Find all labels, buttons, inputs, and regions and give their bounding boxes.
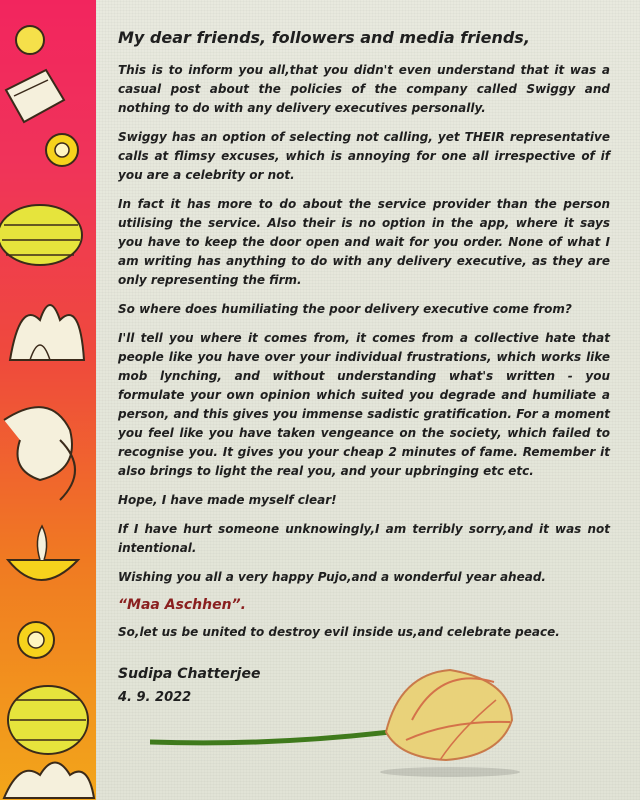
book-icon (6, 26, 64, 122)
paragraph: So where does humiliating the poor delivery executive come from? (118, 302, 572, 316)
greeting: My dear friends, followers and media friends, (118, 28, 530, 47)
paragraph: This is to inform you all,that you didn't even understand that it was a casual post about the policies of the company called Swiggy and nothing to do with any delivery executives personally. (118, 63, 610, 115)
lotus-bud-icon (150, 660, 550, 780)
drum-icon (0, 205, 82, 265)
lamp-icon (8, 526, 78, 580)
decorative-border (0, 0, 96, 800)
paragraph: If I have hurt someone unknowingly,I am terribly sorry,and it was not intentional. (118, 522, 610, 555)
folk-art-motifs (0, 0, 96, 800)
lotus-icon (4, 763, 94, 799)
sun-icon (46, 134, 78, 166)
letter-body (118, 28, 610, 705)
signature: Sudipa Chatterjee (118, 666, 261, 682)
maa-aschhen-quote: “Maa Aschhen”. (118, 597, 246, 613)
paragraph: I'll tell you where it comes from, it comes from a collective hate that people like you have over your individual frustrations, which works like mob lynching, and without understanding what's written - you formulate your own opinion which suited you degrade and humiliate a person, and this gives you immense sadistic gratification. For a moment you feel like you have taken vengeance on the society, which failed to recognise you. It gives you your cheap 2 minutes of fame. Remember it also brings to light the real you, and your upbringing etc etc. (118, 331, 610, 478)
paragraph: Hope, I have made myself clear! (118, 493, 337, 507)
closing-line: So,let us be united to destroy evil inside us,and celebrate peace. (118, 625, 560, 639)
paragraph: In fact it has more to do about the service provider than the person utilising the service. Also their is no option in the app, where it says you have to keep the door open and wait for you order. None of what I am writing has anything to do with any delivery executive, as they are only representing the firm. (118, 197, 610, 287)
drum-icon (8, 686, 88, 754)
paragraph: Swiggy has an option of selecting not calling, yet THEIR representative calls at flimsy excuses, which is annoying for one all irrespective of if you are a celebrity or not. (118, 130, 610, 182)
paragraph: Wishing you all a very happy Pujo,and a wonderful year ahead. (118, 570, 546, 584)
sun-icon (18, 622, 54, 658)
conch-icon (4, 407, 75, 500)
lotus-icon (10, 305, 84, 360)
letter-date: 4. 9. 2022 (118, 690, 192, 705)
